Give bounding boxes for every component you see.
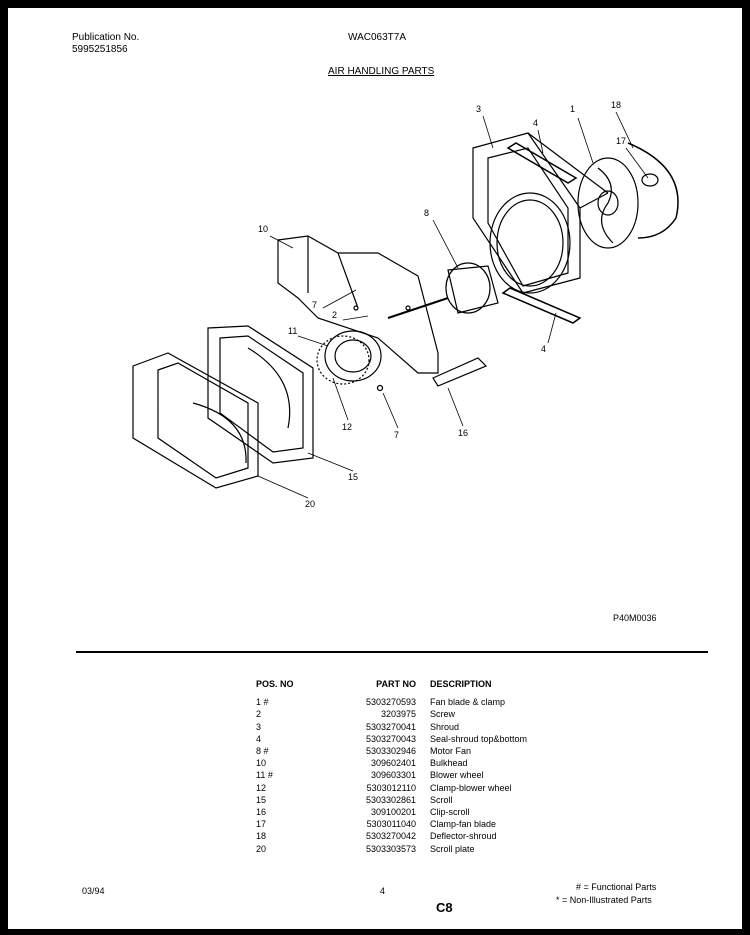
part-cell: 5303270042 bbox=[365, 831, 416, 842]
desc-cell: Bulkhead bbox=[430, 758, 468, 769]
callout-7a: 7 bbox=[312, 300, 318, 310]
part-cell: 309602401 bbox=[370, 758, 416, 769]
exploded-parts-diagram bbox=[8, 8, 742, 648]
pos-cell: 15 bbox=[256, 794, 267, 805]
table-row bbox=[256, 708, 610, 720]
fan-blade-drawing bbox=[578, 158, 638, 248]
diagram-code: P40M0036 bbox=[613, 613, 657, 623]
publication-number: 5995251856 bbox=[72, 44, 128, 55]
desc-cell: Motor Fan bbox=[430, 746, 472, 757]
callout-3: 3 bbox=[476, 104, 482, 114]
callout-8: 8 bbox=[424, 208, 430, 218]
pos-cell: 20 bbox=[256, 843, 267, 854]
part-cell: 5303270593 bbox=[365, 697, 416, 708]
motor-drawing bbox=[388, 263, 498, 318]
callout-2: 2 bbox=[332, 310, 338, 320]
callout-15: 15 bbox=[348, 472, 359, 482]
table-row bbox=[256, 818, 610, 830]
table-row bbox=[256, 806, 610, 818]
parts-table bbox=[256, 678, 610, 855]
pos-cell: 1 # bbox=[256, 697, 269, 708]
pos-cell: 8 # bbox=[256, 746, 269, 757]
desc-cell: Scroll bbox=[430, 794, 453, 805]
desc-cell: Shroud bbox=[430, 721, 460, 732]
callout-10: 10 bbox=[258, 224, 269, 234]
callout-18: 18 bbox=[611, 100, 622, 110]
table-row bbox=[256, 757, 610, 769]
table-row bbox=[256, 769, 610, 781]
table-row bbox=[256, 696, 610, 708]
table-row bbox=[256, 745, 610, 757]
section-title: AIR HANDLING PARTS bbox=[328, 66, 435, 77]
legend-non-illustrated: * = Non-Illustrated Parts bbox=[556, 895, 652, 905]
desc-cell: Clamp-fan blade bbox=[430, 819, 497, 830]
part-cell: 5303302946 bbox=[365, 746, 416, 757]
desc-cell: Clamp-blower wheel bbox=[430, 782, 512, 793]
callout-11: 11 bbox=[288, 326, 298, 336]
scroll-drawing bbox=[208, 326, 313, 463]
blower-wheel-drawing bbox=[317, 331, 381, 384]
desc-cell: Screw bbox=[430, 709, 456, 720]
callout-1: 1 bbox=[570, 104, 576, 114]
table-row bbox=[256, 721, 610, 733]
callout-12: 12 bbox=[342, 422, 353, 432]
pos-cell: 4 bbox=[256, 733, 262, 744]
table-row bbox=[256, 782, 610, 794]
divider bbox=[76, 651, 708, 653]
part-cell: 309100201 bbox=[370, 807, 416, 818]
table-header bbox=[256, 678, 610, 690]
pos-cell: 12 bbox=[256, 782, 267, 793]
part-cell: 5303270041 bbox=[365, 721, 416, 732]
pos-cell: 11 # bbox=[256, 770, 273, 781]
desc-cell: Fan blade & clamp bbox=[430, 697, 506, 708]
part-cell: 3203975 bbox=[380, 709, 416, 720]
desc-cell: Blower wheel bbox=[430, 770, 484, 781]
part-cell: 5303011040 bbox=[366, 819, 416, 830]
table-row bbox=[256, 830, 610, 842]
table-row bbox=[256, 843, 610, 855]
pos-cell: 10 bbox=[256, 758, 267, 769]
callout-4b: 4 bbox=[541, 344, 547, 354]
part-cell: 309603301 bbox=[370, 770, 416, 781]
callout-7b: 7 bbox=[394, 430, 400, 440]
bulkhead-drawing bbox=[278, 236, 438, 373]
publication-label: Publication No. bbox=[72, 32, 140, 43]
desc-cell: Scroll plate bbox=[430, 843, 475, 854]
model-number: WAC063T7A bbox=[348, 32, 406, 43]
part-cell: 5303270043 bbox=[365, 733, 416, 744]
footer-date: 03/94 bbox=[82, 886, 105, 896]
table-row bbox=[256, 733, 610, 745]
pos-cell: 18 bbox=[256, 831, 267, 842]
desc-header: DESCRIPTION bbox=[430, 679, 492, 689]
table-row bbox=[256, 794, 610, 806]
callout-16: 16 bbox=[458, 428, 469, 438]
footer-page-number: 4 bbox=[380, 886, 386, 896]
part-cell: 5303303573 bbox=[365, 843, 416, 854]
pos-cell: 16 bbox=[256, 807, 267, 818]
pos-cell: 17 bbox=[256, 819, 267, 830]
callout-17: 17 bbox=[616, 136, 627, 146]
pos-cell: 2 bbox=[256, 709, 262, 720]
callout-4: 4 bbox=[533, 118, 539, 128]
callout-20: 20 bbox=[305, 499, 316, 509]
desc-cell: Seal-shroud top&bottom bbox=[430, 733, 528, 744]
desc-cell: Deflector-shroud bbox=[430, 831, 497, 842]
part-header: PART NO bbox=[376, 679, 416, 689]
desc-cell: Clip-scroll bbox=[430, 807, 470, 818]
part-cell: 5303012110 bbox=[366, 782, 416, 793]
pos-header: POS. NO bbox=[256, 679, 294, 689]
parts-page bbox=[8, 8, 742, 929]
footer-code: C8 bbox=[436, 900, 453, 915]
part-cell: 5303302861 bbox=[365, 794, 416, 805]
pos-cell: 3 bbox=[256, 721, 262, 732]
legend-functional: # = Functional Parts bbox=[576, 882, 657, 892]
scroll-plate-drawing bbox=[133, 353, 258, 488]
